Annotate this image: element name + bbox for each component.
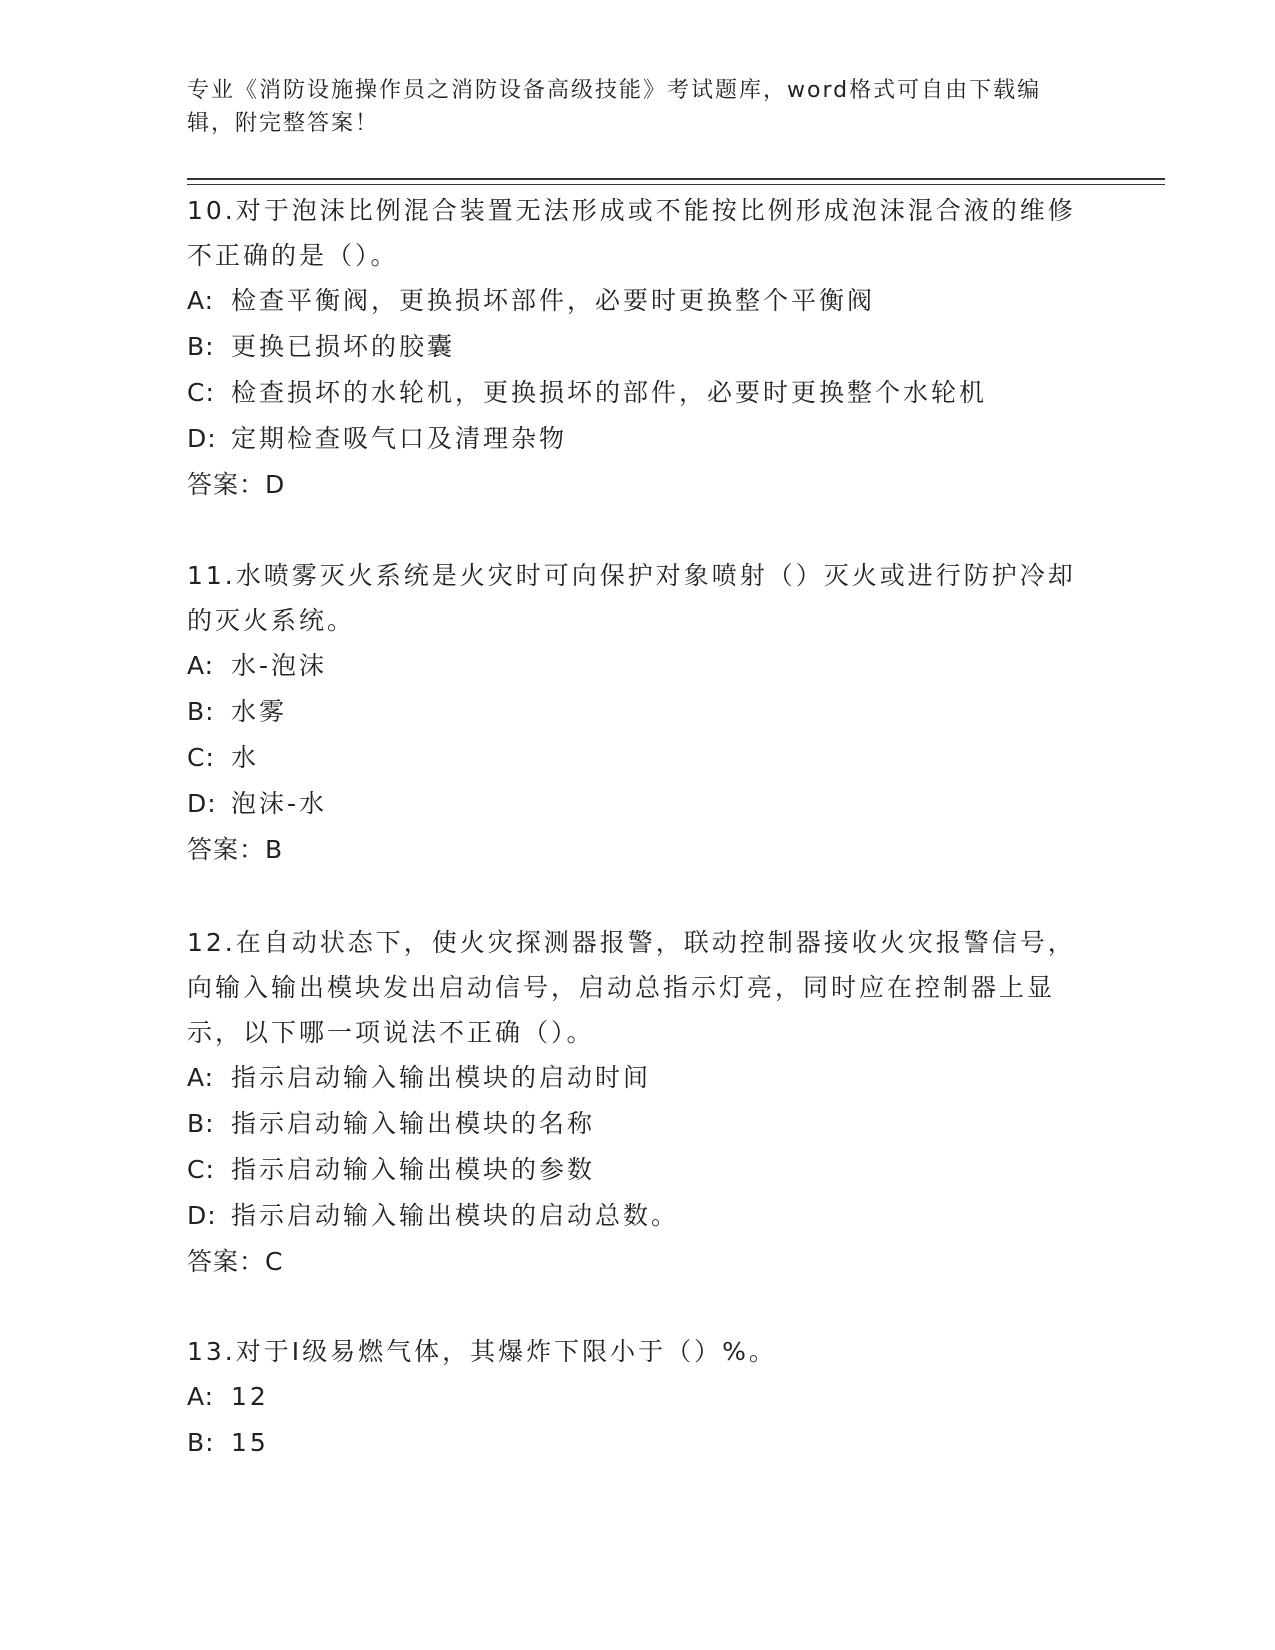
option-text: 指示启动输入输出模块的名称 [231, 1109, 596, 1138]
option-b [187, 1420, 1087, 1466]
option-key: B: [187, 332, 215, 361]
option-text: 泡沫-水 [231, 789, 328, 818]
option-text: 指示启动输入输出模块的启动时间 [231, 1063, 652, 1092]
option-key: A: [187, 286, 215, 315]
option-text: 12 [231, 1382, 269, 1411]
option-key: D: [187, 789, 217, 818]
question-10 [187, 188, 1087, 508]
option-text: 指示启动输入输出模块的启动总数。 [231, 1201, 680, 1230]
option-key: C: [187, 378, 215, 407]
header-divider [187, 178, 1165, 180]
document-header: 专业《消防设施操作员之消防设备高级技能》考试题库，word格式可自由下载编辑，附完整答案！ [187, 78, 1042, 136]
option-key: A: [187, 1382, 215, 1411]
question-stem: 13.对于Ⅰ级易燃气体，其爆炸下限小于（）%。 [187, 1337, 777, 1366]
question-12 [187, 920, 1087, 1285]
option-text: 15 [231, 1428, 269, 1457]
option-text: 检查损坏的水轮机，更换损坏的部件，必要时更换整个水轮机 [231, 378, 988, 407]
option-b [187, 324, 1087, 370]
option-text: 水 [231, 743, 260, 772]
header-divider-thin [187, 184, 1165, 185]
option-d [187, 781, 1087, 827]
option-key: D: [187, 424, 217, 453]
option-c [187, 735, 1087, 781]
option-a [187, 1374, 1087, 1420]
question-stem: 11.水喷雾灭火系统是火灾时可向保护对象喷射（）灭火或进行防护冷却的灭火系统。 [187, 561, 1076, 635]
option-key: C: [187, 1155, 215, 1184]
option-d [187, 1193, 1087, 1239]
option-text: 更换已损坏的胶囊 [231, 332, 456, 361]
option-text: 水-泡沫 [231, 651, 328, 680]
option-text: 水雾 [231, 697, 288, 726]
option-d [187, 416, 1087, 462]
option-c [187, 370, 1087, 416]
option-text: 检查平衡阀，更换损坏部件，必要时更换整个平衡阀 [231, 286, 876, 315]
option-key: A: [187, 651, 215, 680]
answer: 答案：C [187, 1247, 284, 1276]
question-stem: 12.在自动状态下，使火灾探测器报警，联动控制器接收火灾报警信号，向输入输出模块发出启动信号，启动总指示灯亮，同时应在控制器上显示，以下哪一项说法不正确（）。 [187, 928, 1076, 1047]
answer: 答案：D [187, 470, 286, 499]
question-stem: 10.对于泡沫比例混合装置无法形成或不能按比例形成泡沫混合液的维修不正确的是（）。 [187, 196, 1076, 270]
option-key: B: [187, 697, 215, 726]
option-key: C: [187, 743, 215, 772]
answer: 答案：B [187, 835, 284, 864]
option-b [187, 689, 1087, 735]
question-13 [187, 1329, 1087, 1466]
option-key: D: [187, 1201, 217, 1230]
option-a [187, 1055, 1087, 1101]
option-b [187, 1101, 1087, 1147]
option-a [187, 278, 1087, 324]
option-key: A: [187, 1063, 215, 1092]
option-text: 指示启动输入输出模块的参数 [231, 1155, 596, 1184]
question-11 [187, 553, 1087, 873]
option-a [187, 643, 1087, 689]
option-c [187, 1147, 1087, 1193]
option-key: B: [187, 1109, 215, 1138]
option-key: B: [187, 1428, 215, 1457]
option-text: 定期检查吸气口及清理杂物 [231, 424, 568, 453]
